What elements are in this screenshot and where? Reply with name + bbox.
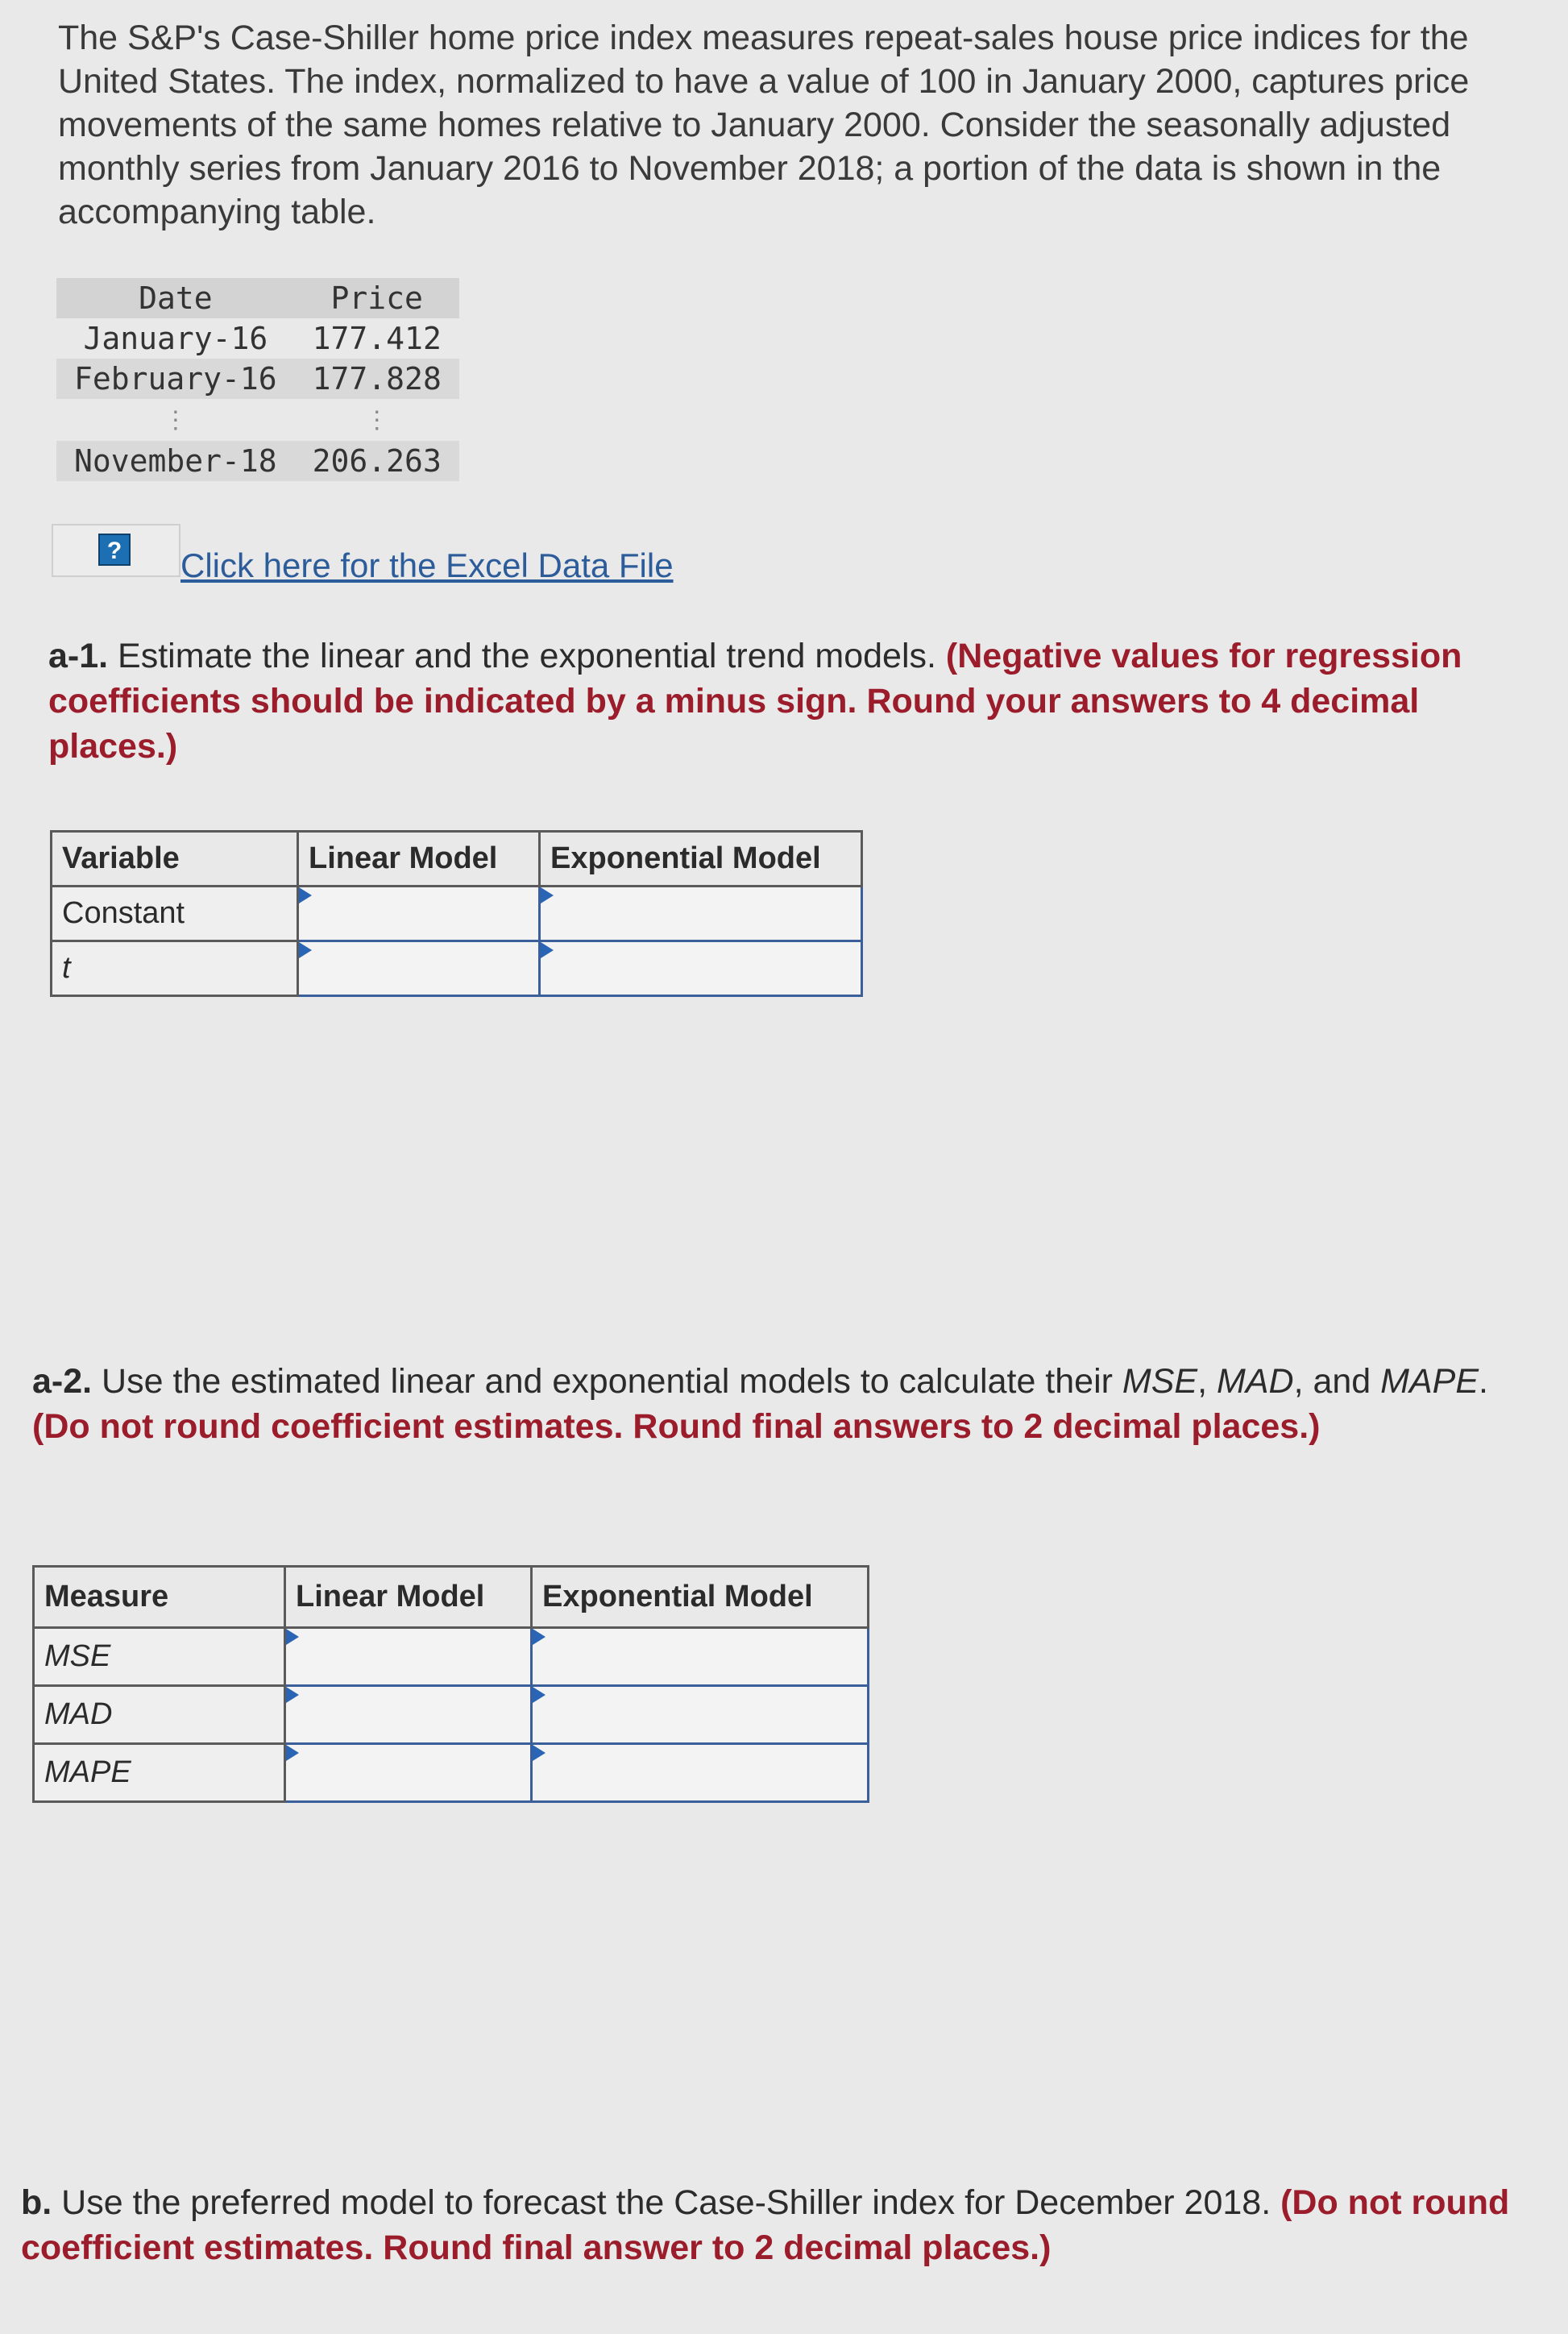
variable-header: Variable [52, 832, 298, 887]
answer-input[interactable] [287, 1755, 529, 1789]
question-instruction: (Do not round coefficient estimates. Round final answers to 2 decimal places.) [32, 1407, 1321, 1446]
exponential-mad-input[interactable] [532, 1686, 869, 1744]
table-row [34, 1628, 869, 1686]
answer-input[interactable] [533, 1639, 866, 1673]
question-text: Use the preferred model to forecast the Case-Shiller index for December 2018. [52, 2183, 1281, 2222]
linear-model-header: Linear Model [298, 832, 540, 887]
date-cell: January-16 [56, 318, 295, 359]
answer-input[interactable] [541, 951, 860, 985]
answer-input[interactable] [287, 1697, 529, 1731]
linear-constant-input[interactable] [298, 887, 540, 941]
linear-t-input[interactable] [298, 941, 540, 996]
help-button[interactable] [52, 524, 180, 577]
answer-input[interactable] [533, 1755, 866, 1789]
measure-header: Measure [34, 1567, 285, 1628]
separator: , [1197, 1362, 1217, 1401]
exponential-model-header: Exponential Model [540, 832, 862, 887]
separator: , and [1293, 1362, 1381, 1401]
question-mark-icon[interactable]: ? [98, 534, 131, 566]
row-label-constant: Constant [52, 887, 298, 941]
date-header: Date [56, 278, 295, 318]
question-b [21, 2180, 1536, 2270]
question-text: Use the estimated linear and exponential models to calculate their [92, 1362, 1122, 1401]
question-label: b. [21, 2183, 52, 2222]
term-mape: MAPE [1380, 1362, 1479, 1401]
price-data-table [56, 278, 459, 481]
row-label-t: t [52, 941, 298, 996]
question-label: a-2. [32, 1362, 93, 1401]
error-measure-answer-table [32, 1565, 869, 1803]
answer-input[interactable] [300, 951, 537, 985]
question-instruction: (Do not round coefficient estimates. Round final answer to 2 decimal places.) [21, 2183, 1510, 2267]
trend-model-answer-table [50, 830, 863, 997]
table-row [56, 399, 459, 441]
row-label-mad: MAD [34, 1686, 285, 1744]
linear-mape-input[interactable] [285, 1744, 532, 1802]
table-row [52, 887, 862, 941]
exponential-mse-input[interactable] [532, 1628, 869, 1686]
row-label-mape: MAPE [34, 1744, 285, 1802]
row-label-mse: MSE [34, 1628, 285, 1686]
table-row [52, 941, 862, 996]
question-a2 [32, 1359, 1515, 1449]
table-row [34, 1744, 869, 1802]
linear-model-header: Linear Model [285, 1567, 532, 1628]
question-text: Estimate the linear and the exponential trend models. [108, 637, 946, 675]
price-header: Price [295, 278, 459, 318]
price-cell: 177.828 [295, 359, 459, 399]
answer-input[interactable] [541, 896, 860, 930]
answer-input[interactable] [300, 896, 537, 930]
date-cell: November-18 [56, 441, 295, 481]
table-row [56, 441, 459, 481]
exponential-mape-input[interactable] [532, 1744, 869, 1802]
ellipsis-cell: ⋮ [295, 399, 459, 441]
ellipsis-cell: ⋮ [56, 399, 295, 441]
linear-mad-input[interactable] [285, 1686, 532, 1744]
linear-mse-input[interactable] [285, 1628, 532, 1686]
table-row [34, 1686, 869, 1744]
price-cell: 206.263 [295, 441, 459, 481]
answer-input[interactable] [287, 1639, 529, 1673]
question-label: a-1. [48, 637, 109, 675]
date-cell: February-16 [56, 359, 295, 399]
term-mse: MSE [1122, 1362, 1198, 1401]
exponential-model-header: Exponential Model [532, 1567, 869, 1628]
exponential-constant-input[interactable] [540, 887, 862, 941]
term-mad: MAD [1217, 1362, 1294, 1401]
exponential-t-input[interactable] [540, 941, 862, 996]
question-instruction: (Negative values for regression coefficients should be indicated by a minus sign. Round your answers to 4 decimal places.) [48, 637, 1462, 766]
answer-input[interactable] [533, 1697, 866, 1731]
price-cell: 177.412 [295, 318, 459, 359]
table-row [56, 359, 459, 399]
problem-intro: The S&P's Case-Shiller home price index measures repeat-sales house price indices for the United States. The index, normalized to have a value of 100 in January 2000, captures price movements of the same homes relative to January 2000. Consider the seasonally adjusted monthly series from January 2016 to November 2018; a portion of the data is shown in the accompanying table. [58, 19, 1470, 231]
excel-data-file-link[interactable]: Click here for the Excel Data File [180, 546, 674, 584]
question-text-end: . [1479, 1362, 1488, 1401]
question-a1 [48, 633, 1515, 769]
table-row [56, 318, 459, 359]
